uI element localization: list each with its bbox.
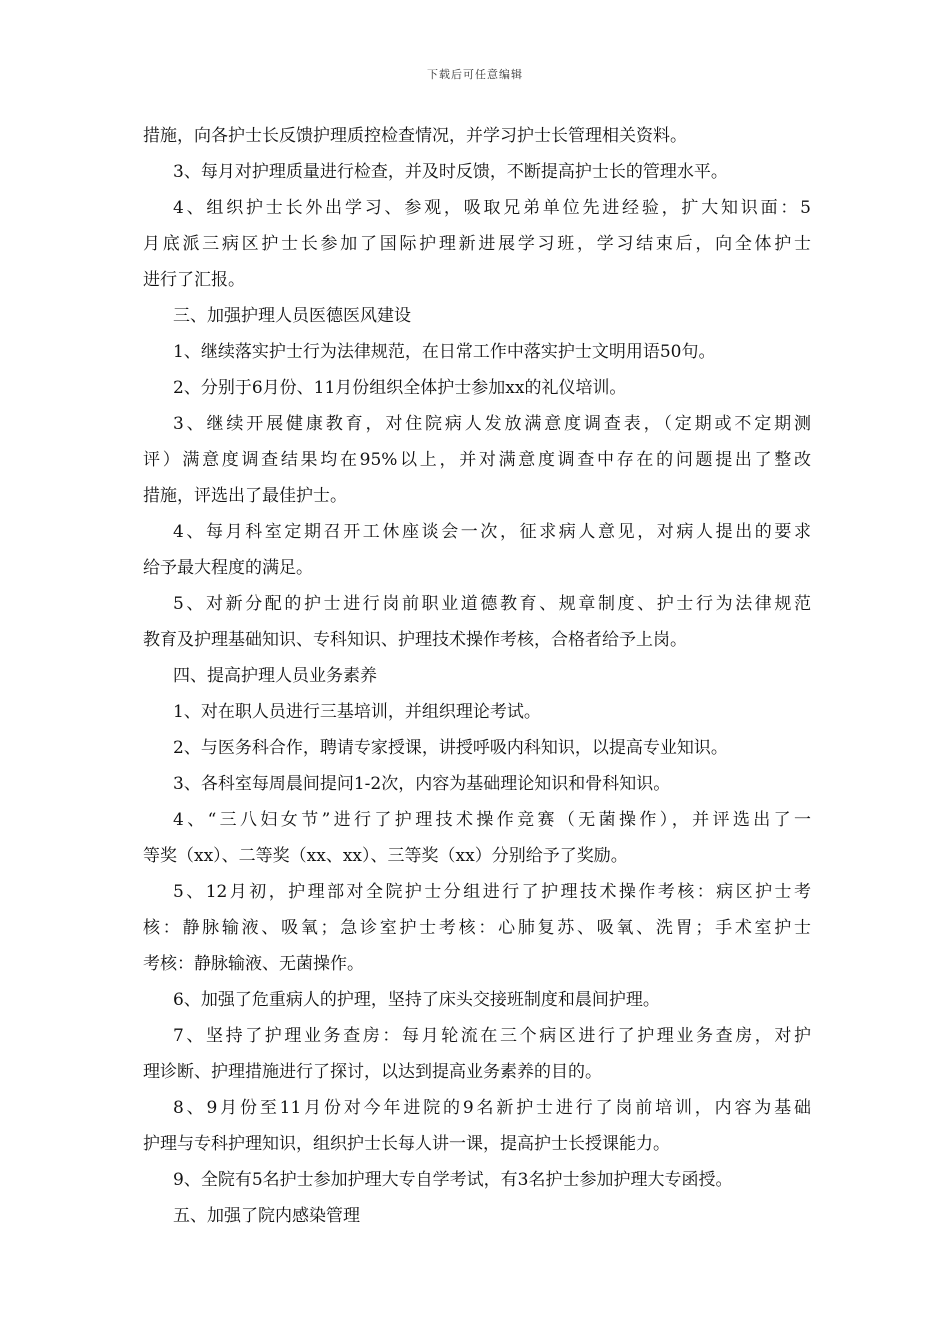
text-line: 考核：静脉输液、无菌操作。 — [143, 954, 364, 974]
text-line: 1、继续落实护士行为法律规范，在日常工作中落实护士文明用语50句。 — [173, 342, 716, 362]
text-line: 给予最大程度的满足。 — [143, 558, 313, 578]
text-line: 6、加强了危重病人的护理，坚持了床头交接班制度和晨间护理。 — [173, 990, 660, 1010]
text-line: 3、每月对护理质量进行检查，并及时反馈，不断提高护士长的管理水平。 — [173, 162, 728, 182]
text-line: 7、坚持了护理业务查房：每月轮流在三个病区进行了护理业务查房，对护 — [173, 1026, 811, 1046]
text-line: 措施，评选出了最佳护士。 — [143, 486, 347, 506]
text-line: 护理与专科护理知识，组织护士长每人讲一课，提高护士长授课能力。 — [143, 1134, 670, 1154]
text-line: 评）满意度调查结果均在95%以上，并对满意度调查中存在的问题提出了整改 — [143, 450, 811, 470]
text-line: 2、与医务科合作，聘请专家授课，讲授呼吸内科知识，以提高专业知识。 — [173, 738, 728, 758]
text-line: 5、对新分配的护士进行岗前职业道德教育、规章制度、护士行为法律规范 — [173, 594, 811, 614]
text-line: 5、12月初，护理部对全院护士分组进行了护理技术操作考核：病区护士考 — [173, 882, 811, 902]
text-line: 教育及护理基础知识、专科知识、护理技术操作考核，合格者给予上岗。 — [143, 630, 687, 650]
text-line: 等奖（xx）、二等奖（xx、xx）、三等奖（xx）分别给予了奖励。 — [143, 846, 628, 866]
document-body — [143, 118, 811, 1234]
page-header: 下载后可任意编辑 — [427, 68, 523, 81]
text-line: 三、加强护理人员医德医风建设 — [173, 306, 411, 326]
text-line: 五、加强了院内感染管理 — [173, 1206, 360, 1226]
text-line: 1、对在职人员进行三基培训，并组织理论考试。 — [173, 702, 541, 722]
text-line: 8、9月份至11月份对今年进院的9名新护士进行了岗前培训，内容为基础 — [173, 1098, 811, 1118]
text-line: 月底派三病区护士长参加了国际护理新进展学习班，学习结束后，向全体护士 — [143, 234, 811, 254]
text-line: 四、提高护理人员业务素养 — [173, 666, 377, 686]
text-line: 4、“三八妇女节”进行了护理技术操作竞赛（无菌操作），并评选出了一 — [173, 810, 811, 830]
text-line: 4、每月科室定期召开工休座谈会一次，征求病人意见，对病人提出的要求 — [173, 522, 811, 542]
text-line: 进行了汇报。 — [143, 270, 245, 290]
text-line: 3、继续开展健康教育，对住院病人发放满意度调查表，（定期或不定期测 — [173, 414, 811, 434]
text-line: 核：静脉输液、吸氧；急诊室护士考核：心肺复苏、吸氧、洗胃；手术室护士 — [143, 918, 811, 938]
text-line: 3、各科室每周晨间提问1-2次，内容为基础理论知识和骨科知识。 — [173, 774, 671, 794]
text-line: 9、全院有5名护士参加护理大专自学考试，有3名护士参加护理大专函授。 — [173, 1170, 733, 1190]
text-line: 2、分别于6月份、11月份组织全体护士参加xx的礼仪培训。 — [173, 378, 627, 398]
text-line: 4、组织护士长外出学习、参观，吸取兄弟单位先进经验，扩大知识面：5 — [173, 198, 811, 218]
text-line: 措施，向各护士长反馈护理质控检查情况，并学习护士长管理相关资料。 — [143, 126, 687, 146]
text-line: 理诊断、护理措施进行了探讨，以达到提高业务素养的目的。 — [143, 1062, 602, 1082]
